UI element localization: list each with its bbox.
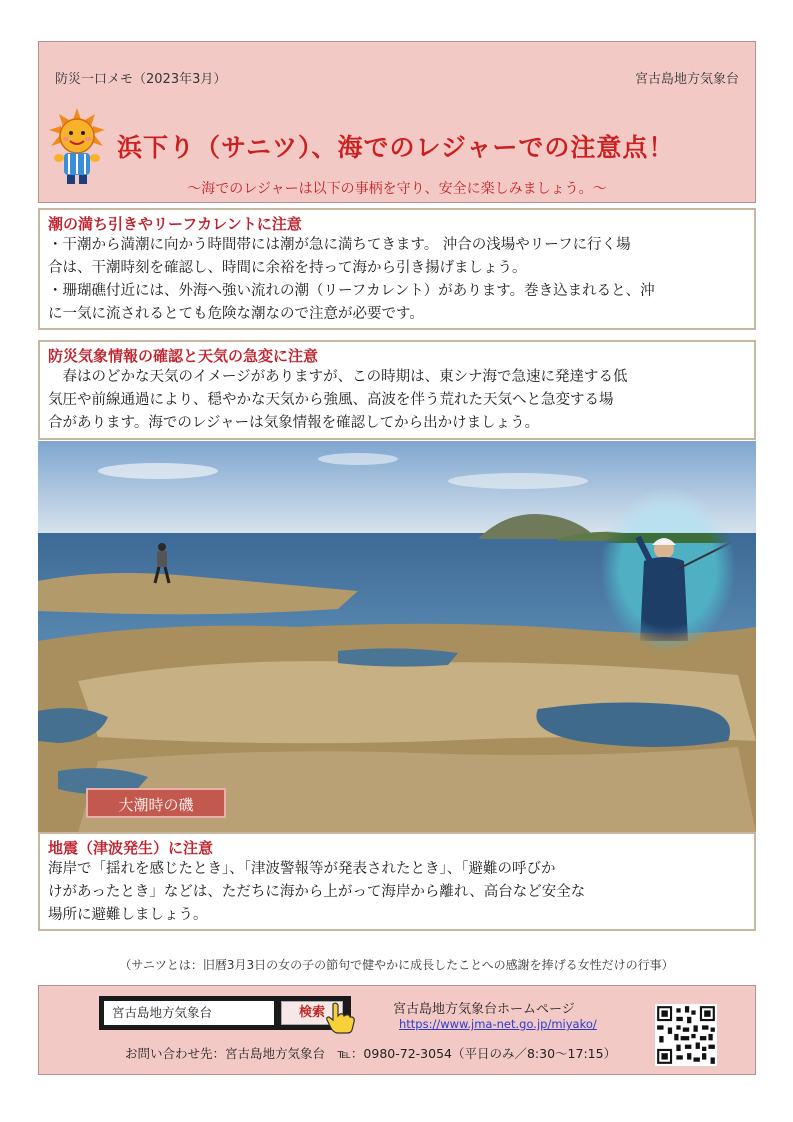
section-earthquake-tsunami: [38, 832, 756, 931]
body-line: に一気に流されるとても危険な潮なので注意が必要です。: [48, 306, 424, 322]
section-tide-reef-current: [38, 208, 756, 330]
search-input[interactable]: 宮古島地方気象台: [104, 1001, 274, 1025]
section-body: [40, 234, 754, 326]
homepage-link[interactable]: https://www.jma-net.go.jp/miyako/: [399, 1017, 597, 1031]
page-title: 浜下り（サニツ）、海でのレジャーでの注意点！: [117, 133, 675, 162]
page-subtitle: ～海でのレジャーは以下の事柄を守り、安全に楽しみましょう。～: [187, 181, 607, 197]
footnote: （サニツとは：旧暦3月3日の女の子の節句で健やかに成長したことへの感謝を捧げる女性だけの行事）: [119, 958, 674, 972]
body-line: 気圧や前線通過により、穏やかな天気から強風、高波を伴う荒れた天気へと急変する場: [48, 392, 614, 408]
pointing-hand-icon: [323, 1000, 357, 1034]
body-line: けがあったとき」などは、ただちに海から上がって海岸から離れ、高台など安全な: [48, 884, 586, 900]
body-line: ・珊瑚礁付近には、外海へ強い流れの潮（リーフカレント）があります。巻き込まれると、沖: [48, 283, 655, 299]
section-weather-info: [38, 340, 756, 440]
section-heading: 地震（津波発生）に注意: [48, 839, 214, 857]
reef-illustration: [38, 441, 756, 833]
memo-label: 防災一口メモ（2023年3月）: [55, 72, 227, 87]
photo-caption: 大潮時の磯: [86, 788, 226, 818]
footer-box: [38, 985, 756, 1075]
body-line: ・干潮から満潮に向かう時間帯には潮が急に満ちてきます。 沖合の浅場やリーフに行く場: [48, 237, 631, 253]
homepage-title: 宮古島地方気象台ホームページ: [393, 1002, 575, 1017]
qr-code-icon[interactable]: [655, 1004, 717, 1066]
body-line: 海岸で「揺れを感じたとき」、「津波警報等が発表されたとき」、「避難の呼びか: [48, 861, 556, 877]
search-button[interactable]: 検索: [281, 1001, 343, 1025]
search-box: [99, 996, 351, 1030]
body-line: 合があります。海でのレジャーは気象情報を確認してから出かけましょう。: [48, 415, 540, 431]
sun-mascot-icon: [45, 106, 109, 186]
header-box: [38, 41, 756, 203]
section-heading: 防災気象情報の確認と天気の急変に注意: [48, 347, 319, 365]
body-line: 場所に避難しましょう。: [48, 907, 208, 923]
contact-info: お問い合わせ先：宮古島地方気象台 ℡：0980-72-3054（平日のみ／8:30～17:15）: [125, 1046, 617, 1061]
reef-photo: [38, 441, 756, 833]
section-body: [40, 858, 754, 927]
section-heading: 潮の満ち引きやリーフカレントに注意: [48, 215, 302, 233]
section-body: [40, 366, 754, 435]
body-line: 合は、干潮時刻を確認し、時間に余裕を持って海から引き揚げましょう。: [48, 260, 527, 276]
office-name: 宮古島地方気象台: [634, 72, 739, 87]
body-line: 春はのどかな天気のイメージがありますが、この時期は、東シナ海で急速に発達する低: [48, 369, 628, 385]
